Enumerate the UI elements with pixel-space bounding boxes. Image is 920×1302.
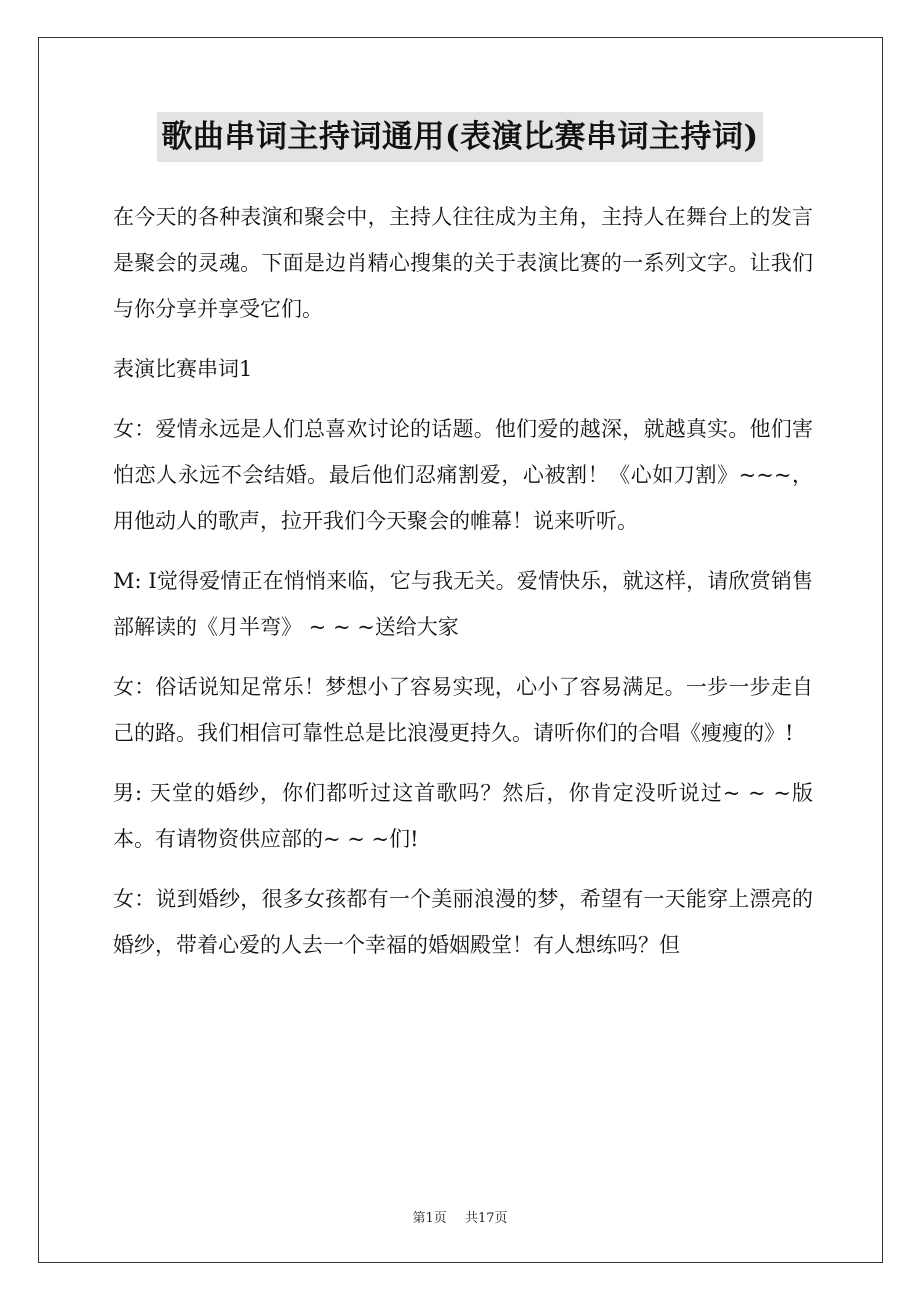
document-body <box>113 194 813 968</box>
document-title: 歌曲串词主持词通用(表演比赛串词主持词) <box>157 112 762 162</box>
intro-paragraph: 在今天的各种表演和聚会中，主持人往往成为主角，主持人在舞台上的发言是聚会的灵魂。下面是边肖精心搜集的关于表演比赛的一系列文字。让我们与你分享并享受它们。 <box>113 205 813 321</box>
dialogue-paragraph: 女：爱情永远是人们总喜欢讨论的话题。他们爱的越深，就越真实。他们害怕恋人永远不会结婚。最后他们忍痛割爱，心被割！《心如刀割》~~~，用他动人的歌声，拉开我们今天聚会的帷幕！说来听听。 <box>113 417 813 533</box>
dialogue-paragraph: M: I觉得爱情正在悄悄来临，它与我无关。爱情快乐，就这样，请欣赏销售部解读的《月半弯》 ~ ~ ~送给大家 <box>113 569 813 639</box>
title-container <box>0 112 920 162</box>
page-number: 第1页 <box>412 1211 447 1226</box>
page-total: 共17页 <box>464 1211 508 1226</box>
dialogue-paragraph: 男: 天堂的婚纱，你们都听过这首歌吗？然后，你肯定没听说过~ ~ ~版本。有请物资供应部的~ ~ ~们! <box>113 781 813 851</box>
page-footer <box>0 1207 920 1226</box>
dialogue-paragraph: 女：说到婚纱，很多女孩都有一个美丽浪漫的梦，希望有一天能穿上漂亮的婚纱，带着心爱的人去一个幸福的婚姻殿堂！有人想练吗？但 <box>113 887 813 957</box>
dialogue-paragraph: 女：俗话说知足常乐！梦想小了容易实现，心小了容易满足。一步一步走自己的路。我们相信可靠性总是比浪漫更持久。请听你们的合唱《瘦瘦的》! <box>113 675 813 745</box>
section-heading: 表演比赛串词1 <box>113 357 253 381</box>
